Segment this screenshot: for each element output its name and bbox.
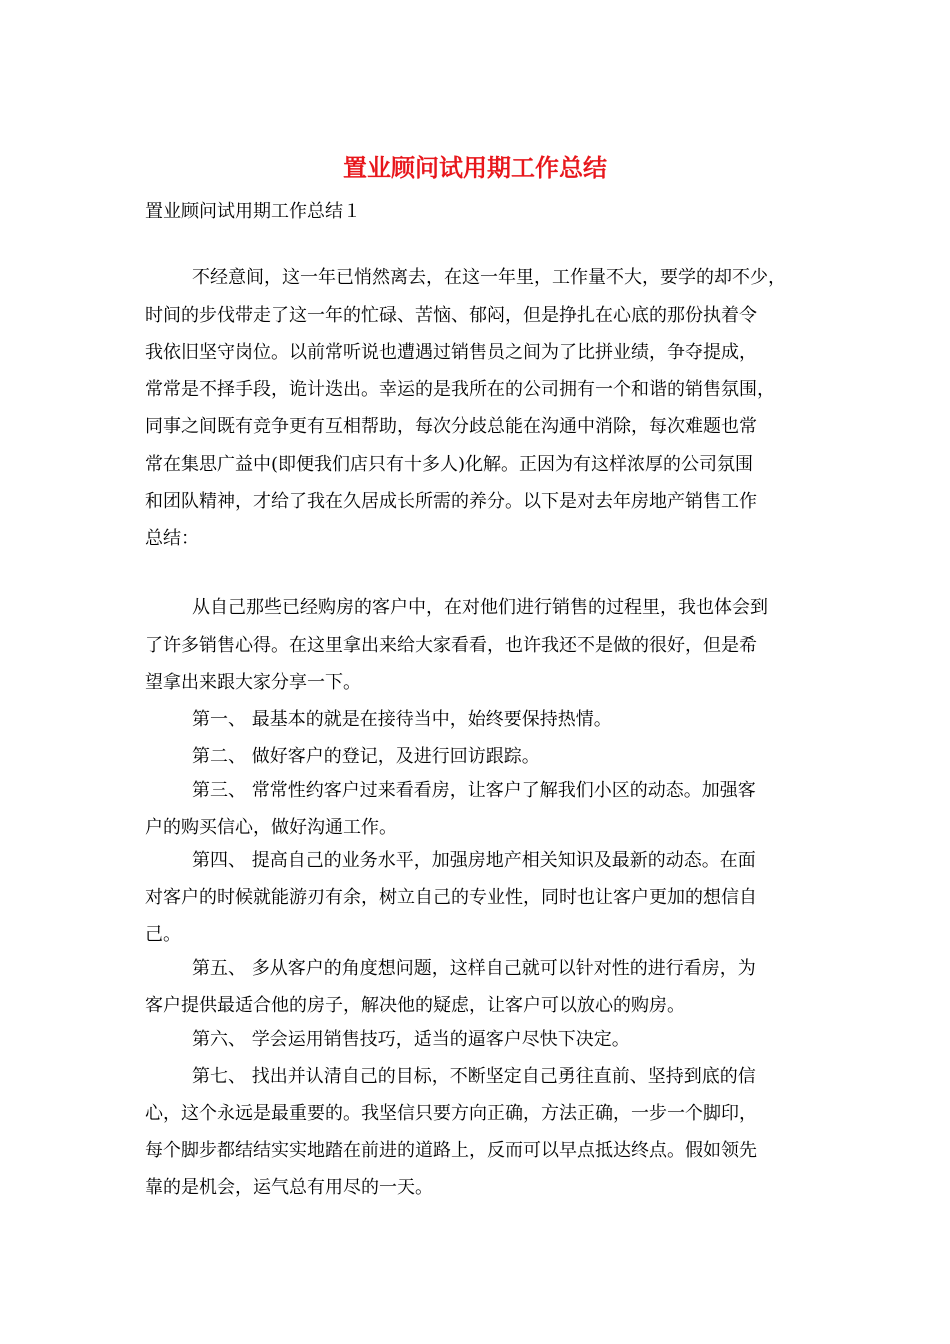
text-line: 第五、 多从客户的角度想问题，这样自己就可以针对性的进行看房，为 xyxy=(192,958,756,979)
text-line: 第三、 常常性约客户过来看看房，让客户了解我们小区的动态。加强客 xyxy=(192,780,756,801)
text-line: 和团队精神，才给了我在久居成长所需的养分。以下是对去年房地产销售工作 xyxy=(145,491,757,512)
text-line: 对客户的时候就能游刃有余，树立自己的专业性，同时也让客户更加的想信自 xyxy=(145,887,757,908)
text-line: 靠的是机会，运气总有用尽的一天。 xyxy=(145,1177,433,1198)
text-line: 第一、 最基本的就是在接待当中，始终要保持热情。 xyxy=(192,709,612,730)
text-line: 户的购买信心，做好沟通工作。 xyxy=(145,817,397,838)
text-line: 客户提供最适合他的房子，解决他的疑虑，让客户可以放心的购房。 xyxy=(145,995,685,1016)
text-line: 总结： xyxy=(145,528,199,549)
text-line: 同事之间既有竞争更有互相帮助，每次分歧总能在沟通中消除，每次难题也常 xyxy=(145,416,757,437)
document-subtitle: 置业顾问试用期工作总结１ xyxy=(145,201,361,222)
text-line: 常常是不择手段，诡计迭出。幸运的是我所在的公司拥有一个和谐的销售氛围， xyxy=(145,379,775,400)
text-line: 常在集思广益中(即便我们店只有十多人)化解。正因为有这样浓厚的公司氛围 xyxy=(145,454,754,475)
text-line: 我依旧坚守岗位。以前常听说也遭遇过销售员之间为了比拼业绩，争夺提成， xyxy=(145,342,757,363)
text-line: 第六、 学会运用销售技巧，适当的逼客户尽快下决定。 xyxy=(192,1029,630,1050)
document-title: 置业顾问试用期工作总结 xyxy=(343,153,607,182)
text-line: 心，这个永远是最重要的。我坚信只要方向正确，方法正确，一步一个脚印， xyxy=(145,1103,757,1124)
text-line: 第七、 找出并认清自己的目标，不断坚定自己勇往直前、坚持到底的信 xyxy=(192,1066,756,1087)
text-line: 时间的步伐带走了这一年的忙碌、苦恼、郁闷，但是挣扎在心底的那份执着令 xyxy=(145,305,757,326)
text-line: 第四、 提高自己的业务水平，加强房地产相关知识及最新的动态。在面 xyxy=(192,850,756,871)
text-line: 第二、 做好客户的登记，及进行回访跟踪。 xyxy=(192,746,540,767)
text-line: 了许多销售心得。在这里拿出来给大家看看，也许我还不是做的很好，但是希 xyxy=(145,635,757,656)
text-line: 每个脚步都结结实实地踏在前进的道路上，反而可以早点抵达终点。假如领先 xyxy=(145,1140,757,1161)
text-line: 不经意间，这一年已悄然离去，在这一年里，工作量不大，要学的却不少， xyxy=(192,267,786,288)
text-line: 从自己那些已经购房的客户中，在对他们进行销售的过程里，我也体会到 xyxy=(192,597,768,618)
text-line: 己。 xyxy=(145,924,181,945)
text-line: 望拿出来跟大家分享一下。 xyxy=(145,672,361,693)
